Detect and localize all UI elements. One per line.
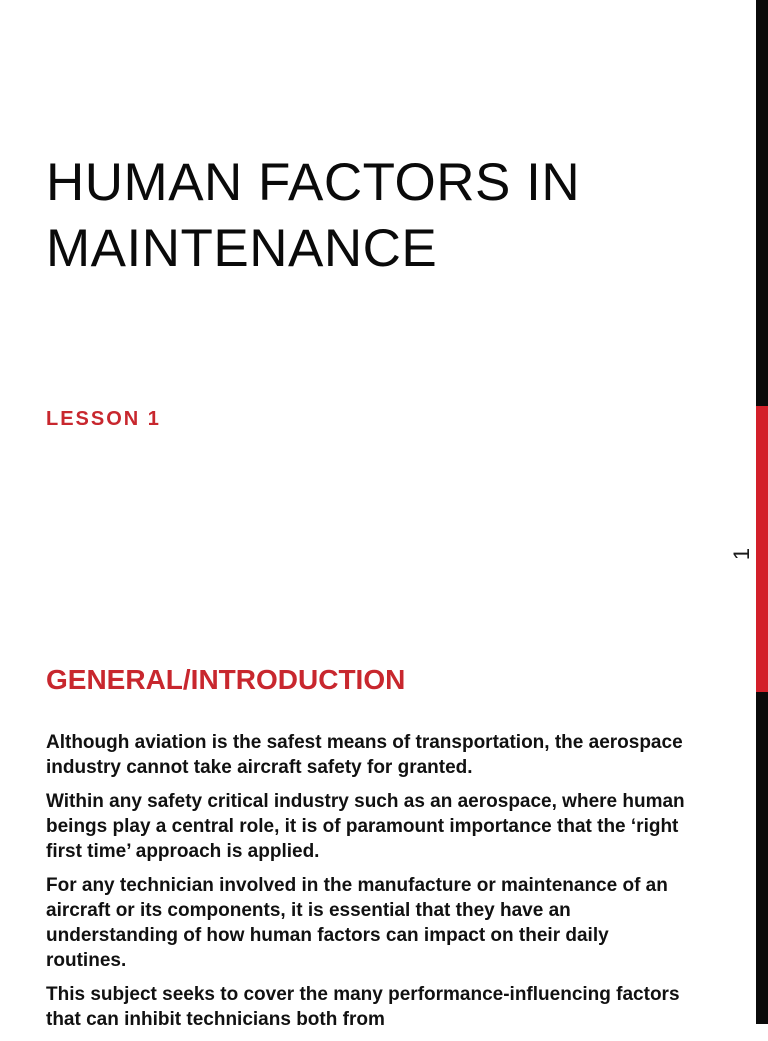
paragraph: This subject seeks to cover the many performance-influencing factors that can inhibit technicians both from [46, 984, 680, 1030]
lesson-subtitle: LESSON 1 [46, 408, 161, 430]
paragraph: Although aviation is the safest means of transportation, the aerospace industry cannot take aircraft safety for granted. [46, 732, 683, 778]
section-heading: GENERAL/INTRODUCTION [46, 664, 406, 695]
body-text [46, 730, 686, 1041]
paragraph: Within any safety critical industry such as an aerospace, where human beings play a central role, it is of paramount importance that the ‘right first time’ approach is applied. [46, 791, 685, 862]
slide-title [46, 150, 706, 282]
title-line-1: HUMAN FACTORS IN [46, 153, 581, 212]
side-bar-red [756, 406, 768, 692]
slide-number: 1 [729, 547, 754, 561]
paragraph: For any technician involved in the manufacture or maintenance of an aircraft or its components, it is essential that they have an understanding of how human factors can impact on their daily routines. [46, 875, 668, 971]
title-line-2: MAINTENANCE [46, 219, 438, 278]
